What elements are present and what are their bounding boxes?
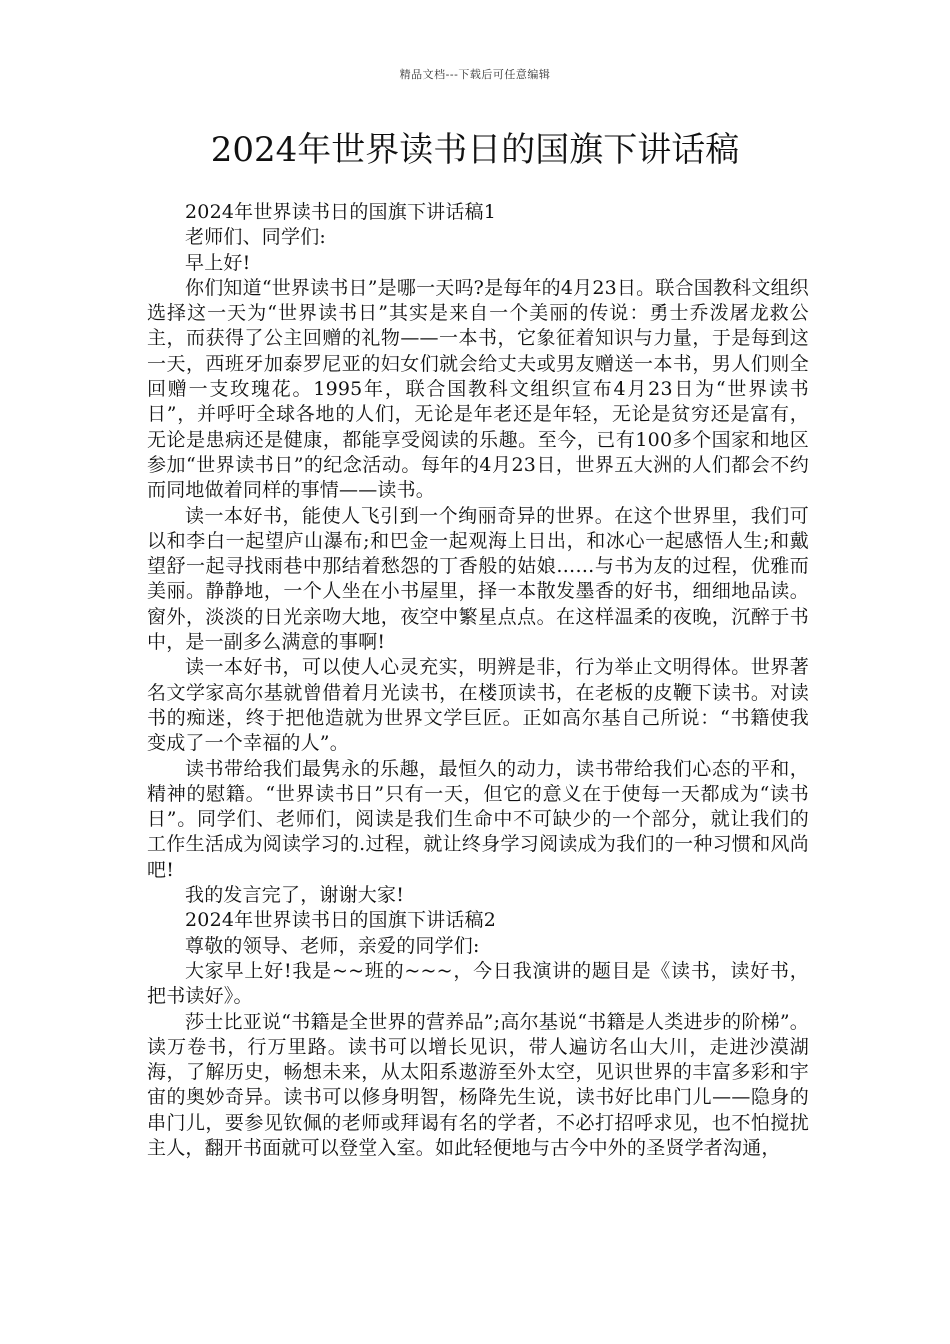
document-body [147,200,809,1161]
subheading-speech-1: 2024年世界读书日的国旗下讲话稿1 [185,201,497,223]
body-paragraph: 读一本好书，可以使人心灵充实，明辨是非，行为举止文明得体。世界著名文学家高尔基就曾借着月光读书，在楼顶读书，在老板的皮鞭下读书。对读书的痴迷，终于把他造就为世界文学巨匠。正如高尔基自己所说：“书籍使我变成了一个幸福的人”。 [147,656,809,755]
subheading-speech-2: 2024年世界读书日的国旗下讲话稿2 [185,909,497,932]
body-paragraph: 读一本好书，能使人飞引到一个绚丽奇异的世界。在这个世界里，我们可以和李白一起望庐山瀑布;和巴金一起观海上日出，和冰心一起感悟人生;和戴望舒一起寻找雨巷中那结着愁怨的丁香般的姑娘……与书为友的过程，优雅而美丽。静静地，一个人坐在小书屋里，择一本散发墨香的好书，细细地品读。窗外，淡淡的日光亲吻大地，夜空中繁星点点。在这样温柔的夜晚，沉醉于书中，是一副多么满意的事啊! [147,504,809,654]
greeting: 早上好! [185,251,251,274]
closing-line: 我的发言完了，谢谢大家! [185,884,405,907]
body-paragraph: 莎士比亚说“书籍是全世界的营养品”;高尔基说“书籍是人类进步的阶梯”。读万卷书，行万里路。读书可以增长见识，带人遍访名山大川，走进沙漠湖海，了解历史，畅想未来，从太阳系遨游至外太空，见识世界的丰富多彩和宇宙的奥妙奇异。读书可以修身明智，杨降先生说，读书好比串门儿——隐身的串门儿，要参见钦佩的老师或拜谒有名的学者，不必打招呼求见，也不怕搅扰主人，翻开书面就可以登堂入室。如此轻便地与古今中外的圣贤学者沟通， [147,1010,809,1159]
salutation: 老师们、同学们: [185,226,327,249]
body-paragraph: 读书带给我们最隽永的乐趣，最恒久的动力，读书带给我们心态的平和，精神的慰籍。“世界读书日”只有一天，但它的意义在于使每一天都成为“读书日”。同学们、老师们，阅读是我们生命中不可缺少的一个部分，就让我们的工作生活成为阅读学习的.过程，就让终身学习阅读成为我们的一种习惯和风尚吧! [147,757,809,881]
body-paragraph: 大家早上好!我是~~班的~~~，今日我演讲的题目是《读书，读好书，把书读好》。 [147,959,809,1008]
page-header-note: 精品文档---下载后可任意编辑 [399,68,551,81]
salutation: 尊敬的领导、老师，亲爱的同学们: [185,934,480,957]
document-title: 2024年世界读书日的国旗下讲话稿 [210,130,740,170]
body-paragraph: 你们知道“世界读书日”是哪一天吗?是每年的4月23日。联合国教科文组织选择这一天为“世界读书日”其实是来自一个美丽的传说：勇士乔泼屠龙救公主，而获得了公主回赠的礼物——一本书，它象征着知识与力量，于是每到这一天，西班牙加泰罗尼亚的妇女们就会给丈夫或男友赠送一本书，男人们则全回赠一支玫瑰花。1995年，联合国教科文组织宣布4月23日为“世界读书日”，并呼吁全球各地的人们，无论是年老还是年轻，无论是贫穷还是富有，无论是患病还是健康，都能享受阅读的乐趣。至今，已有100多个国家和地区参加“世界读书日”的纪念活动。每年的4月23日，世界五大洲的人们都会不约而同地做着同样的事情——读书。 [147,276,809,502]
